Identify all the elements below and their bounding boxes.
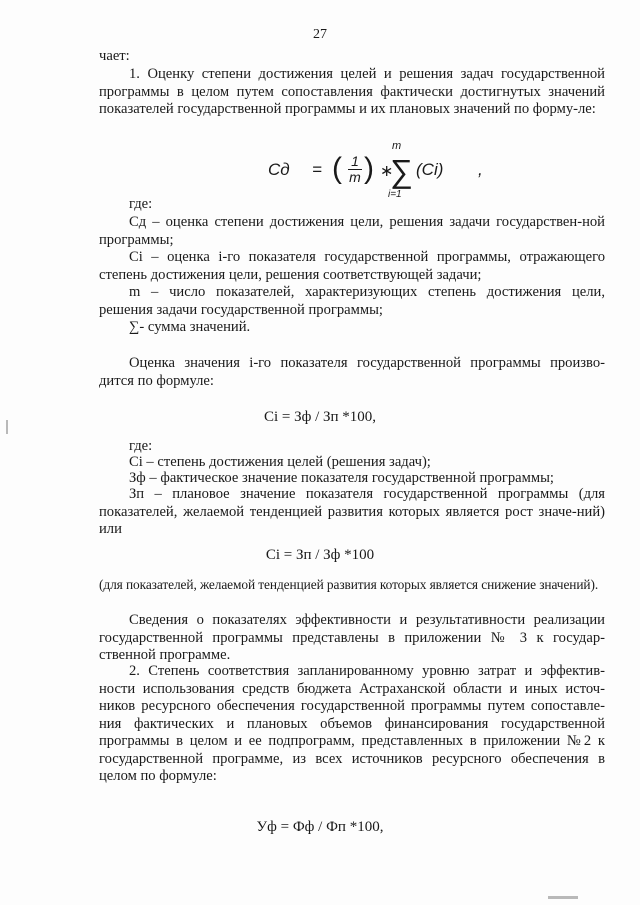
scan-mark-left [6, 420, 8, 434]
formula-ci-decrease: Сi = Зп / Зф *100 [265, 547, 375, 563]
formula-equals: = [312, 160, 322, 179]
paragraph-evaluation: Оценка значения i-го показателя государственной программы произво-дится по формуле: [99, 355, 605, 389]
definition-zp: Зп – плановое значение показателя государственной программы (для показателей, желаемой тенденцией развития которых является рост значе-ний) или [99, 486, 605, 537]
scan-mark [548, 896, 578, 899]
sigma-symbol: ∑ [390, 153, 413, 189]
left-paren: ( [332, 152, 342, 185]
page-number: 27 [313, 27, 327, 42]
right-paren: ) [364, 152, 374, 185]
paragraph-item-1: 1. Оценку степени достижения целей и решения задач государственной программы в целом путем сопоставления фактически достигнутых значений показателей государственной программы и их плановых значений по форму-ле: [99, 66, 605, 117]
definition-m: m – число показателей, характеризующих степень достижения цели, решения задачи государственной программы; [99, 284, 605, 318]
paragraph-info: Сведения о показателях эффективности и результативности реализации государственной программы представлены в приложении № 3 к государ-ственной программе. [99, 612, 605, 663]
formula-lhs: Сд [268, 160, 290, 179]
definition-sum: ∑- сумма значений. [129, 319, 251, 335]
definition-cd: Сд – оценка степени достижения цели, решения задачи государствен-ной программы; [99, 214, 605, 248]
definition-ci-2: Сi – степень достижения целей (решения задач); [129, 454, 431, 470]
sum-lower-limit: i=1 [388, 189, 402, 200]
formula-comma: , [478, 160, 483, 179]
definition-zf: Зф – фактическое значение показателя государственной программы; [129, 470, 554, 486]
sum-upper-limit: m [392, 140, 402, 152]
formula-uf: Уф = Фф / Фп *100, [256, 819, 384, 835]
paragraph-decrease: (для показателей, желаемой тенденцией развития которых является снижение значений). [99, 577, 599, 592]
sum-term: (Ci) [416, 160, 444, 179]
where-label-1: где: [129, 196, 153, 212]
paragraph-item-2: 2. Степень соответствия запланированному уровню затрат и эффектив-ности использования средств бюджета Астраханской области и иных источ-ников ресурсного обеспечения государственной программы путем сопоставле-ния фактических и плановых объемов финансирования государственной программы в целом и ее подпрограмм, представленных в приложении №2 к государственной программе, из всех источников ресурсного обеспечения в целом по формуле: [99, 663, 605, 784]
fraction-numerator: 1 [351, 153, 359, 169]
multiply-sign: ∗ [380, 163, 394, 180]
fraction [348, 154, 362, 185]
definition-ci: Сi – оценка i-го показателя государственной программы, отражающего степень достижения цели, решения соответствующей задачи; [99, 249, 605, 283]
where-label-2: где: [129, 438, 153, 454]
formula-ci-growth: Сi = Зф / Зп *100, [263, 409, 377, 425]
paragraph-intro: чает: [99, 48, 130, 64]
fraction-denominator: m [349, 169, 361, 185]
